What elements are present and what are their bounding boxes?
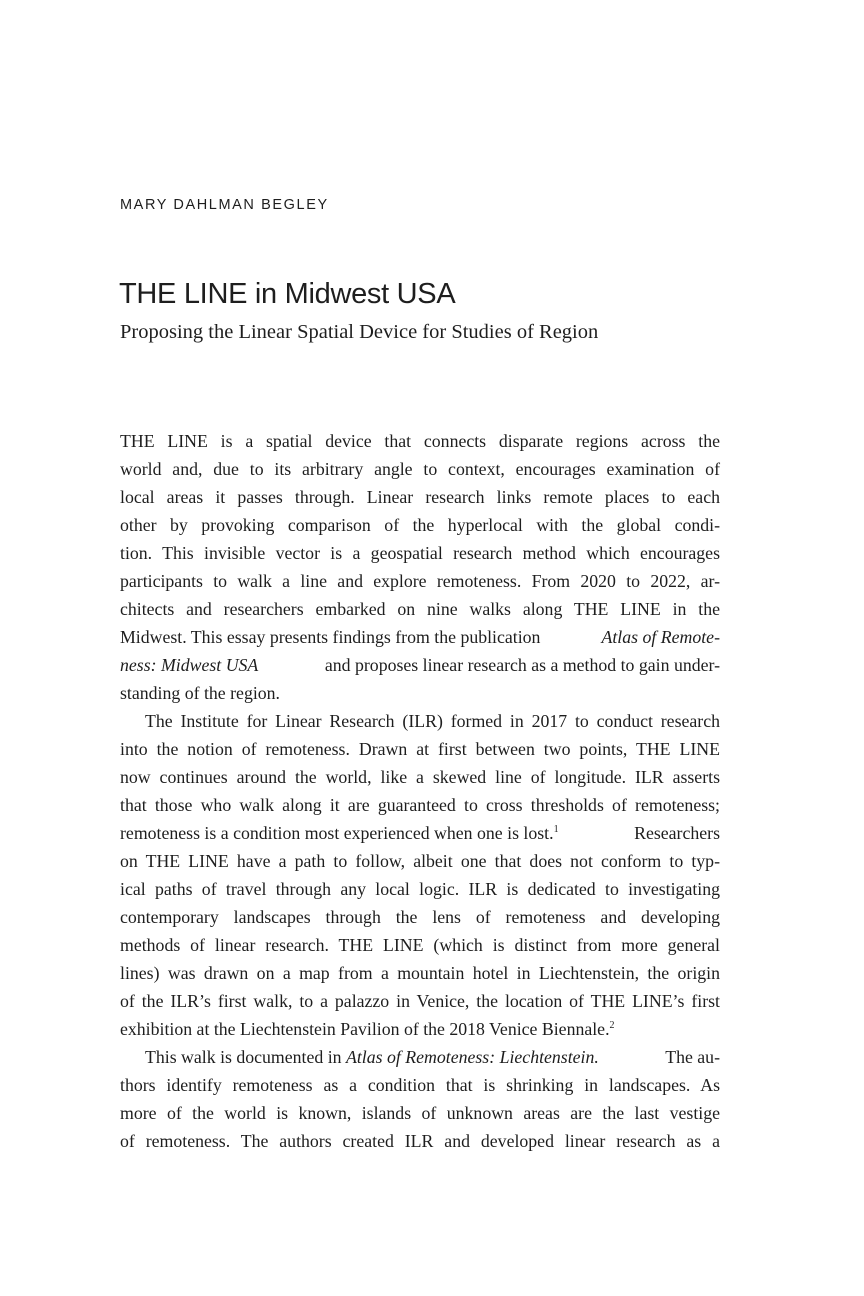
text-line: into the notion of remoteness. Drawn at first between two points, THE LINE	[120, 739, 720, 759]
text-line: participants to walk a line and explore remoteness. From 2020 to 2022, ar-	[120, 571, 720, 591]
text-line: contemporary landscapes through the lens of remoteness and developing	[120, 907, 720, 927]
text-line	[120, 1043, 720, 1071]
article-body	[120, 427, 720, 1155]
text-line	[120, 623, 720, 651]
text-line: local areas it passes through. Linear research links remote places to each	[120, 487, 720, 507]
text-line: of remoteness. The authors created ILR and developed linear research as a	[120, 1131, 720, 1151]
text-line: lines) was drawn on a map from a mountain hotel in Liechtenstein, the origin	[120, 963, 720, 983]
text-line: standing of the region.	[120, 683, 280, 703]
text-segment: The au-	[661, 1047, 720, 1067]
text-segment: remoteness is a condition most experienced when one is lost.	[120, 823, 554, 843]
text-segment	[120, 819, 559, 847]
text-line: The Institute for Linear Research (ILR) formed in 2017 to conduct research	[145, 711, 720, 731]
text-segment: exhibition at the Liechtenstein Pavilion of the 2018 Venice Biennale.	[120, 1019, 610, 1039]
text-line: other by provoking comparison of the hyperlocal with the global condi-	[120, 515, 720, 535]
text-line	[120, 651, 720, 679]
footnote-marker-1[interactable]: 1	[553, 824, 559, 836]
text-line	[120, 1015, 720, 1043]
footnote-marker-2[interactable]: 2	[609, 1020, 615, 1032]
text-line: tion. This invisible vector is a geospatial research method which encourages	[120, 543, 720, 563]
text-segment: and proposes linear research as a method to gain under-	[320, 655, 720, 675]
text-line: methods of linear research. THE LINE (which is distinct from more general	[120, 935, 720, 955]
book-title-italic: Atlas of Remote-	[601, 627, 720, 647]
text-line	[120, 819, 720, 847]
text-line: chitects and researchers embarked on nine walks along THE LINE in the	[120, 599, 720, 619]
text-line: thors identify remoteness as a condition that is shrinking in landscapes. As	[120, 1075, 720, 1095]
article-subtitle: Proposing the Linear Spatial Device for Studies of Region	[120, 321, 599, 343]
text-line: THE LINE is a spatial device that connects disparate regions across the	[120, 431, 720, 451]
text-line: world and, due to its arbitrary angle to context, encourages examination of	[120, 459, 720, 479]
text-line: of the ILR’s first walk, to a palazzo in Venice, the location of THE LINE’s first	[120, 991, 720, 1011]
text-line: more of the world is known, islands of unknown areas are the last vestige	[120, 1103, 720, 1123]
article-title: THE LINE in Midwest USA	[119, 278, 456, 310]
text-line: that those who walk along it are guaranteed to cross thresholds of remoteness;	[120, 795, 720, 815]
text-line: now continues around the world, like a skewed line of longitude. ILR asserts	[120, 767, 720, 787]
text-line: ical paths of travel through any local logic. ILR is dedicated to investigating	[120, 879, 720, 899]
paragraph-1	[120, 427, 720, 707]
text-line: on THE LINE have a path to follow, albeit one that does not conform to typ-	[120, 851, 720, 871]
text-segment	[145, 1043, 599, 1071]
book-title-italic: Atlas of Remoteness: Liechtenstein.	[346, 1047, 599, 1067]
paragraph-2	[120, 707, 720, 1043]
text-segment: This walk is documented in	[145, 1047, 346, 1067]
author-name: MARY DAHLMAN BEGLEY	[120, 197, 329, 213]
book-title-italic: ness: Midwest USA	[120, 655, 259, 675]
paragraph-3	[120, 1043, 720, 1155]
text-segment: Researchers	[629, 823, 720, 843]
text-segment: Midwest. This essay presents findings from the publication	[120, 627, 545, 647]
